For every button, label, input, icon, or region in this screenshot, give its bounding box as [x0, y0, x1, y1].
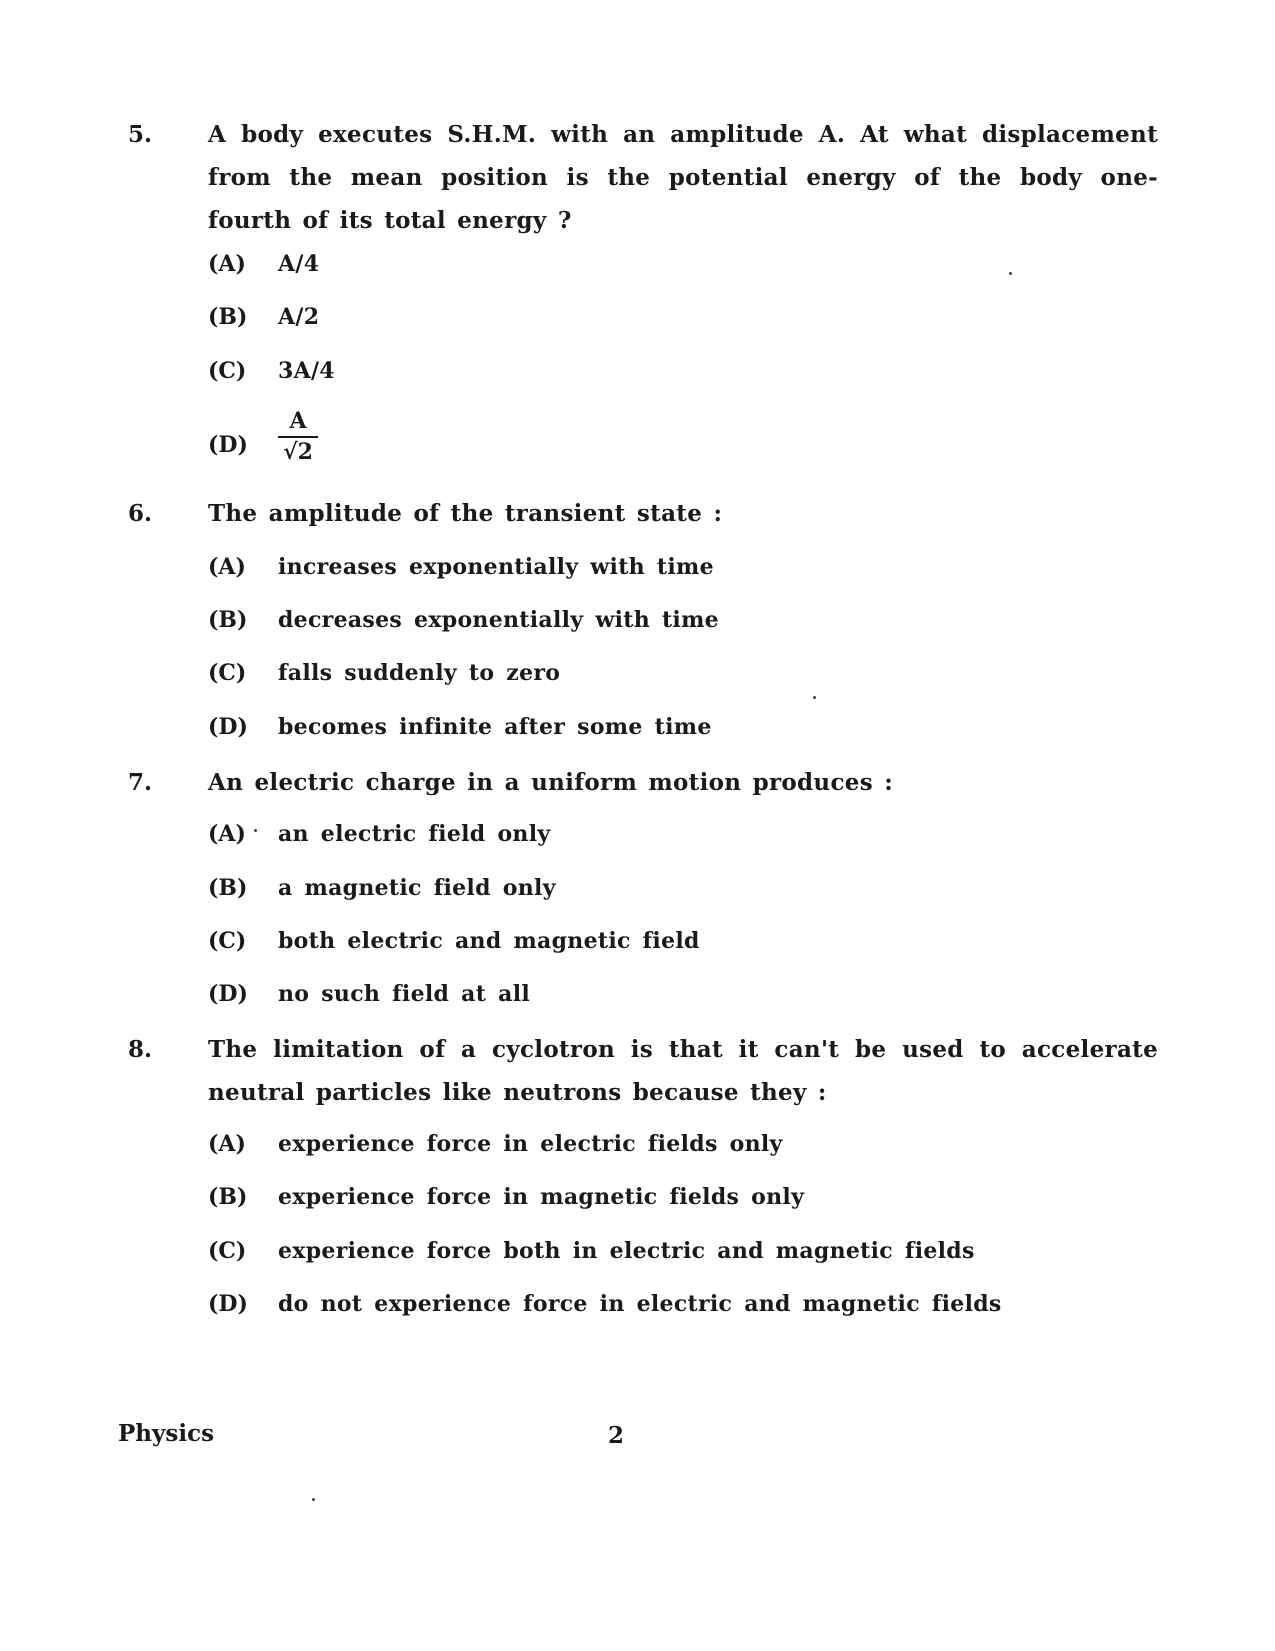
option-label: (D)	[208, 714, 248, 740]
option-label: (A)	[208, 251, 246, 277]
option-text: experience force both in electric and magnetic fields	[278, 1238, 975, 1264]
option-text: decreases exponentially with time	[278, 607, 719, 633]
question-text: The amplitude of the transient state :	[208, 500, 723, 527]
option-label: (D)	[208, 1291, 248, 1317]
option-label: (A)	[208, 554, 246, 580]
option-text: A/4	[278, 251, 320, 277]
option-label: (B)	[208, 875, 248, 901]
option-label: (A)	[208, 1131, 246, 1157]
option-text: a magnetic field only	[278, 875, 556, 901]
option-label: (D)	[208, 981, 248, 1007]
option-label: (A)	[208, 821, 246, 847]
question-text: An electric charge in a uniform motion produces :	[208, 769, 894, 796]
option-label: (C)	[208, 1238, 247, 1264]
question-number: 7.	[128, 769, 153, 796]
footer-subject: Physics	[118, 1420, 215, 1447]
option-text: falls suddenly to zero	[278, 660, 561, 686]
question-number: 5.	[128, 121, 153, 148]
option-text: becomes infinite after some time	[278, 714, 712, 740]
option-label: (B)	[208, 304, 248, 330]
option-label: (C)	[208, 928, 247, 954]
option-label: (C)	[208, 358, 247, 384]
page-number: 2	[608, 1422, 625, 1449]
fraction	[278, 407, 318, 466]
question-text: The limitation of a cyclotron is that it can't be used to accelerate neutral particles like neutrons because they :	[208, 1036, 1158, 1106]
scan-speck	[813, 696, 816, 699]
option-label: (C)	[208, 660, 247, 686]
option-text: no such field at all	[278, 981, 531, 1007]
option-text: A/2	[278, 304, 320, 330]
question-number: 8.	[128, 1036, 153, 1063]
option-text: an electric field only	[278, 821, 551, 847]
scan-speck	[254, 829, 257, 832]
option-text: 3A/4	[278, 358, 335, 384]
scan-speck	[312, 1498, 315, 1501]
option-label: (B)	[208, 607, 248, 633]
fraction-numerator: A	[278, 407, 318, 438]
option-text: both electric and magnetic field	[278, 928, 700, 954]
option-text: experience force in magnetic fields only	[278, 1184, 805, 1210]
option-text: do not experience force in electric and magnetic fields	[278, 1291, 1002, 1317]
option-label: (B)	[208, 1184, 248, 1210]
option-label: (D)	[208, 432, 248, 458]
fraction-denominator: √2	[283, 439, 313, 465]
scan-speck	[1009, 272, 1012, 275]
option-text: increases exponentially with time	[278, 554, 714, 580]
question-text: A body executes S.H.M. with an amplitude A. At what displacement from the mean position is the potential energy of the body one-fourth of its total energy ?	[208, 121, 1158, 234]
option-text: experience force in electric fields only	[278, 1131, 783, 1157]
question-number: 6.	[128, 500, 153, 527]
